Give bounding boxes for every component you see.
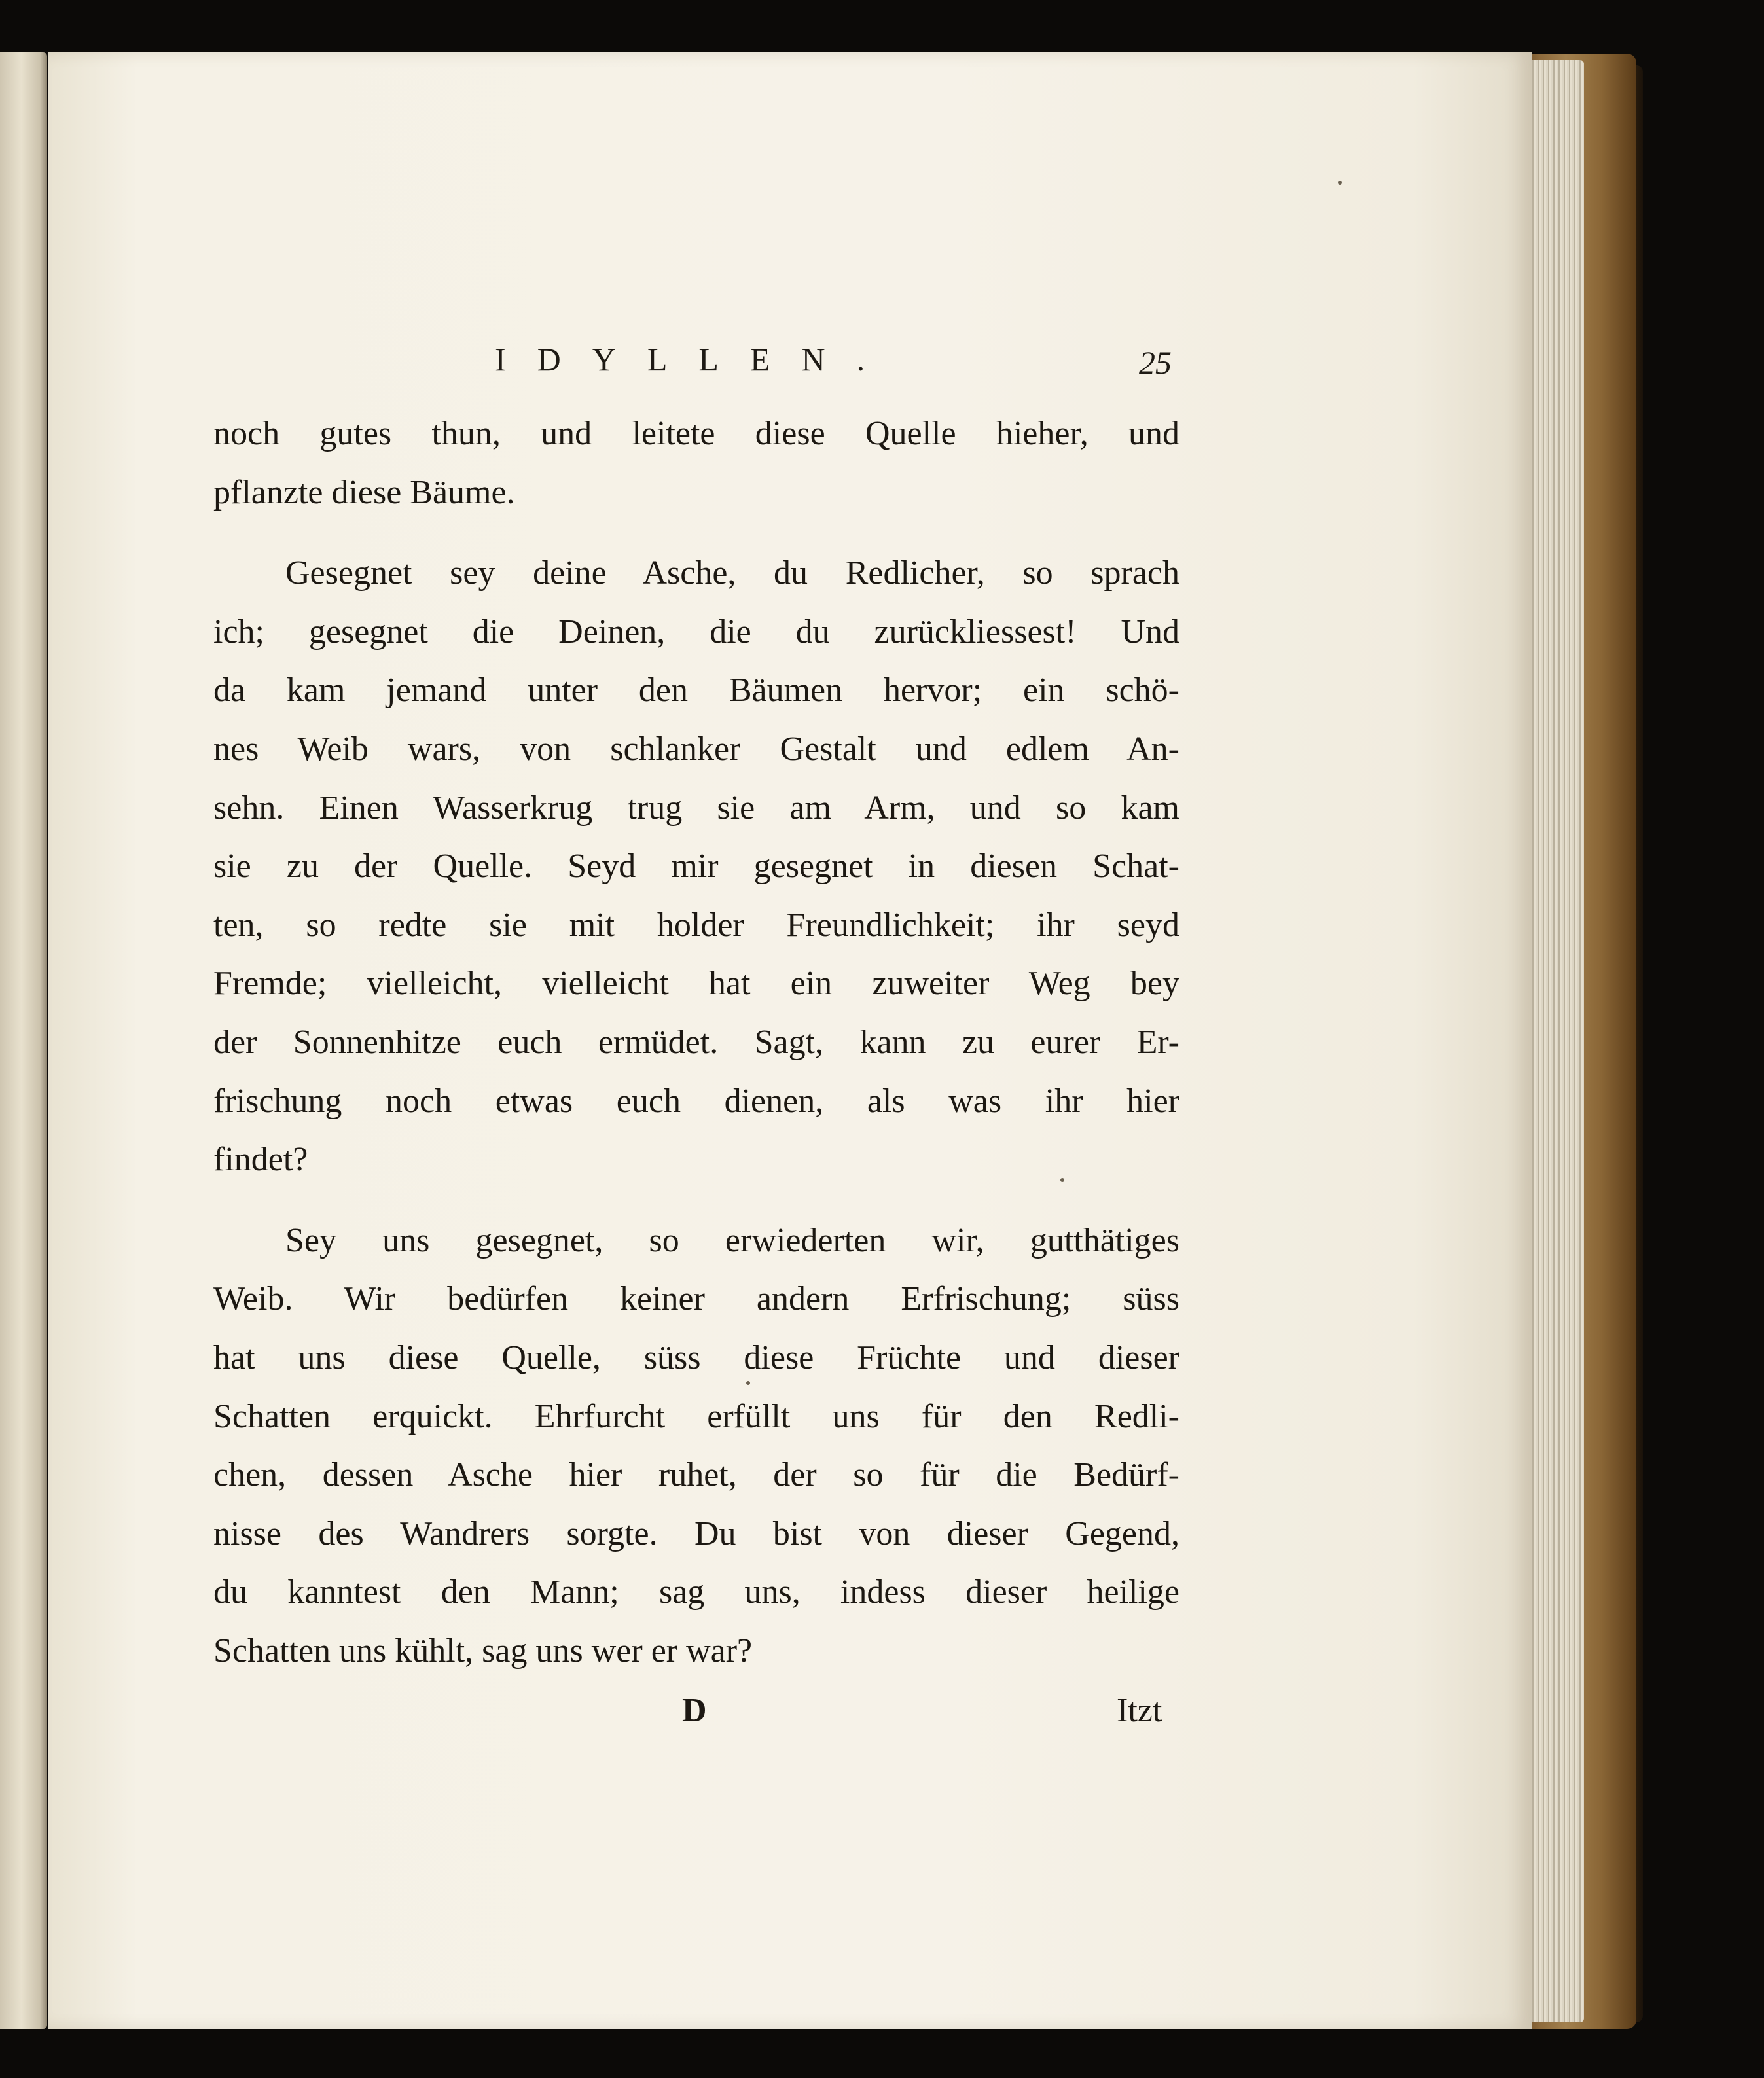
text-line: du kanntest den Mann; sag uns, indess dieser heilige bbox=[213, 1573, 1179, 1611]
paper-speck bbox=[1338, 181, 1342, 185]
page-edges bbox=[1525, 60, 1584, 2022]
text-line: Sey uns gesegnet, so erwiederten wir, gutthätiges bbox=[285, 1221, 1179, 1259]
text-line: nisse des Wandrers sorgte. Du bist von dieser Gegend, bbox=[213, 1514, 1179, 1552]
text-line: sie zu der Quelle. Seyd mir gesegnet in diesen Schat- bbox=[213, 848, 1179, 886]
text-line: da kam jemand unter den Bäumen hervor; ein schö- bbox=[213, 672, 1179, 709]
text-line: nes Weib wars, von schlanker Gestalt und edlem An- bbox=[213, 730, 1179, 768]
text-line: hat uns diese Quelle, süss diese Früchte und dieser bbox=[213, 1338, 1179, 1376]
text-line: frischung noch etwas euch dienen, als was ihr hier bbox=[213, 1082, 1179, 1120]
page-number: 25 bbox=[1139, 344, 1172, 381]
text-line: ich; gesegnet die Deinen, die du zurückliessest! Und bbox=[213, 613, 1179, 651]
text-line: noch gutes thun, und leitete diese Quelle hieher, und bbox=[213, 415, 1179, 452]
text-line: Schatten erquickt. Ehrfurcht erfüllt uns für den Redli- bbox=[213, 1397, 1179, 1435]
text-line: der Sonnenhitze euch ermüdet. Sagt, kann zu eurer Er- bbox=[213, 1023, 1179, 1061]
text-line: chen, dessen Asche hier ruhet, der so für die Bedürf- bbox=[213, 1456, 1179, 1494]
text-line: Schatten uns kühlt, sag uns wer er war? bbox=[213, 1632, 753, 1670]
text-line: findet? bbox=[213, 1141, 308, 1179]
text-line: pflanzte diese Bäume. bbox=[213, 473, 515, 511]
facing-page-edge bbox=[0, 52, 47, 2029]
running-head: IDYLLEN. bbox=[495, 341, 897, 378]
signature-mark: D bbox=[682, 1692, 707, 1729]
paragraph-gap bbox=[213, 1189, 1179, 1211]
text-line: Weib. Wir bedürfen keiner andern Erfrischung; süss bbox=[213, 1280, 1179, 1318]
text-line: Gesegnet sey deine Asche, du Redlicher, so sprach bbox=[285, 554, 1179, 592]
text-line: ten, so redte sie mit holder Freundlichkeit; ihr seyd bbox=[213, 906, 1179, 944]
text-line: sehn. Einen Wasserkrug trug sie am Arm, und so kam bbox=[213, 789, 1179, 827]
body-text bbox=[213, 404, 1179, 1680]
paragraph-gap bbox=[213, 522, 1179, 544]
text-line: Fremde; vielleicht, vielleicht hat ein zuweiter Weg bey bbox=[213, 965, 1179, 1003]
catchword: Itzt bbox=[1117, 1692, 1162, 1729]
